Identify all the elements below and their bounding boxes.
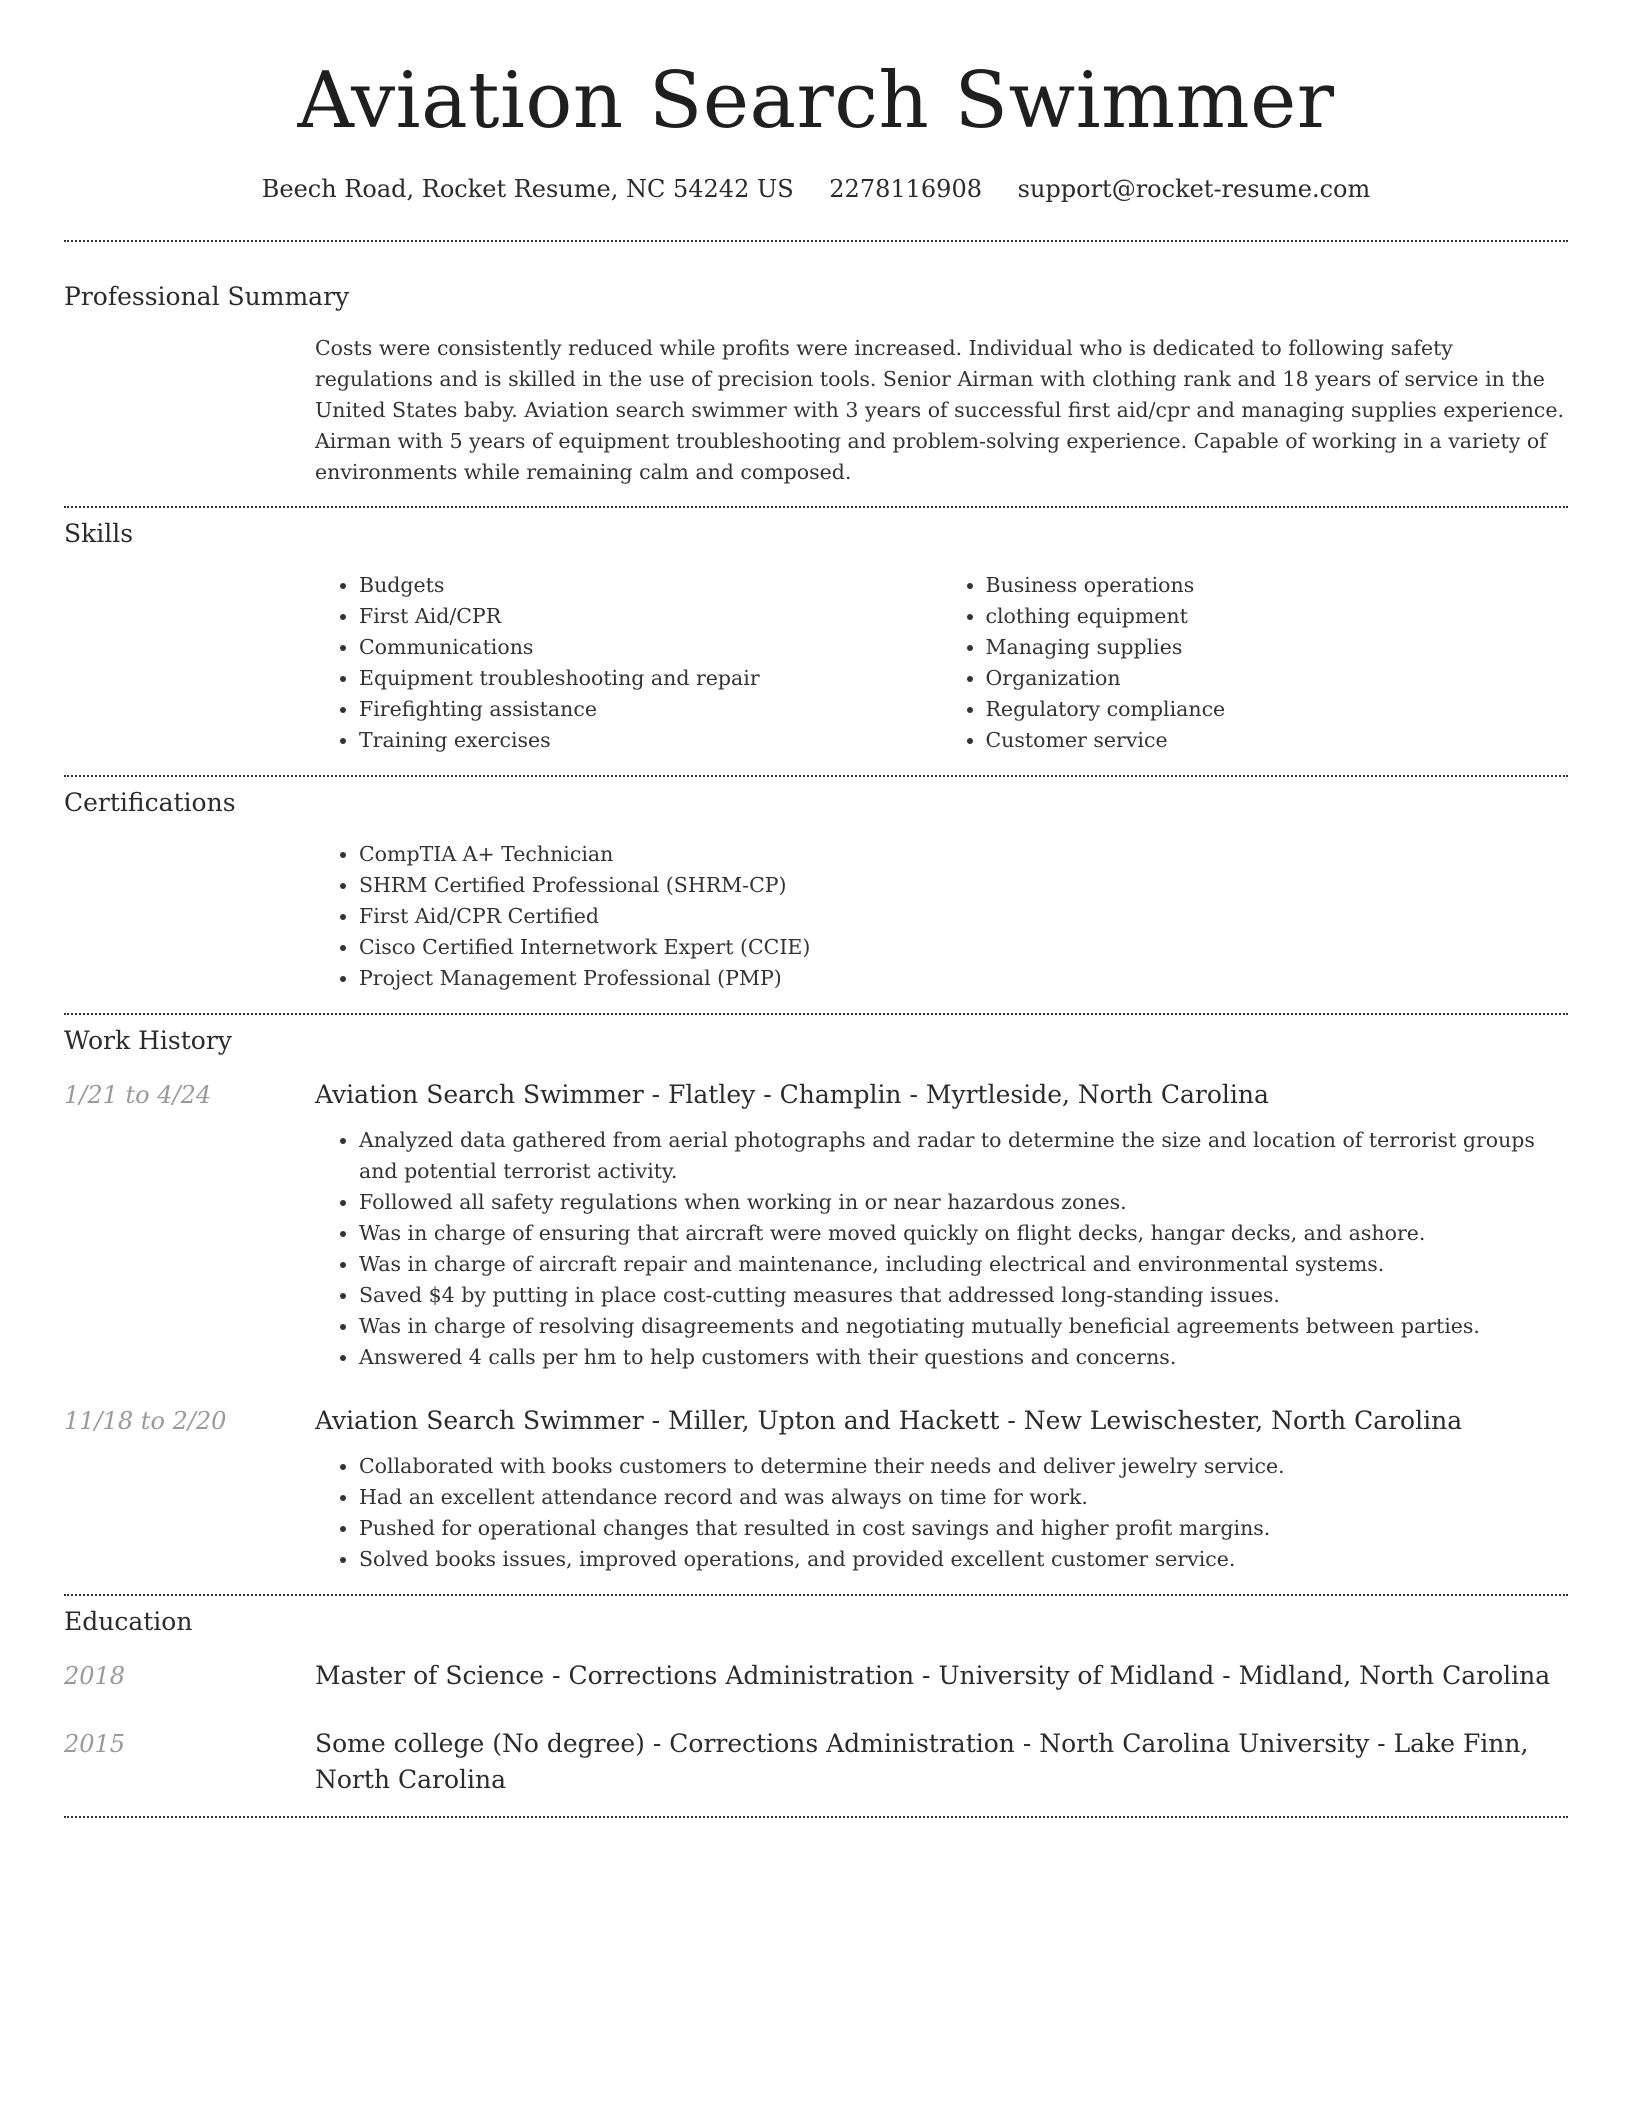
job-bullets [315,1451,1568,1575]
skill-item: • First Aid/CPR [359,601,942,632]
section-title-education: Education [64,1607,193,1636]
contact-line [64,172,1568,206]
contact-email: support@rocket-resume.com [1017,175,1371,203]
skill-item: • Equipment troubleshooting and repair [359,663,942,694]
certification-item: • CompTIA A+ Technician [359,839,1568,870]
section-title-certifications: Certifications [64,788,236,817]
job-dates: 11/18 to 2/20 [64,1407,227,1435]
skill-item: • Communications [359,632,942,663]
education-section [64,1596,1568,1798]
resume-page [64,0,1568,1818]
job-bullet: • Answered 4 calls per hm to help customers with their questions and concerns. [359,1342,1568,1373]
education-entry [64,1726,1568,1798]
job-bullet: • Solved books issues, improved operations, and provided excellent customer service. [359,1544,1568,1575]
contact-address: Beech Road, Rocket Resume, NC 54242 US [261,175,794,203]
skill-item: • Training exercises [359,725,942,756]
divider [64,1816,1568,1818]
education-heading: Master of Science - Corrections Administration - University of Midland - Midland, North Carolina [315,1661,1551,1690]
job-bullet: • Was in charge of resolving disagreements and negotiating mutually beneficial agreements between parties. [359,1311,1568,1342]
candidate-name: Aviation Search Swimmer [297,56,1335,146]
job-entry [64,1403,1568,1575]
job-entry [64,1077,1568,1373]
education-year: 2018 [64,1662,126,1690]
job-bullets [315,1125,1568,1373]
job-bullet: • Collaborated with books customers to determine their needs and deliver jewelry service. [359,1451,1568,1482]
certifications-section [64,777,1568,994]
job-dates: 1/21 to 4/24 [64,1081,212,1109]
job-bullet: • Was in charge of ensuring that aircraft were moved quickly on flight decks, hangar decks, and ashore. [359,1218,1568,1249]
job-bullet: • Followed all safety regulations when working in or near hazardous zones. [359,1187,1568,1218]
job-bullet: • Had an excellent attendance record and was always on time for work. [359,1482,1568,1513]
skill-item: • Budgets [359,570,942,601]
section-title-skills: Skills [64,519,134,548]
skills-section [64,508,1568,756]
skill-item: • Firefighting assistance [359,694,942,725]
certification-item: • Cisco Certified Internetwork Expert (CCIE) [359,932,1568,963]
skill-item: • Managing supplies [986,632,1569,663]
skills-list-right [942,570,1569,756]
skill-item: • Business operations [986,570,1569,601]
job-bullet: • Pushed for operational changes that resulted in cost savings and higher profit margins. [359,1513,1568,1544]
summary-section [64,242,1568,488]
skill-item: • Customer service [986,725,1569,756]
skills-list-left [315,570,942,756]
job-bullet: • Analyzed data gathered from aerial photographs and radar to determine the size and location of terrorist groups and potential terrorist activity. [359,1125,1568,1187]
section-title-work-history: Work History [64,1026,232,1055]
summary-text: Costs were consistently reduced while profits were increased. Individual who is dedicated to following safety regulations and is skilled in the use of precision tools. Senior Airman with clothing rank and 18 years of service in the United States baby. Aviation search swimmer with 3 years of successful first aid/cpr and managing supplies experience. Airman with 5 years of equipment troubleshooting and problem-solving experience. Capable of working in a variety of environments while remaining calm and composed. [315,336,1565,484]
certification-item: • First Aid/CPR Certified [359,901,1568,932]
job-heading: Aviation Search Swimmer - Miller, Upton and Hackett - New Lewischester, North Carolina [315,1406,1463,1435]
education-heading: Some college (No degree) - Corrections Administration - North Carolina University - Lake Finn, North Carolina [315,1729,1529,1794]
education-entry [64,1658,1568,1694]
certification-item: • SHRM Certified Professional (SHRM-CP) [359,870,1568,901]
skill-item: • Organization [986,663,1569,694]
work-history-section [64,1015,1568,1575]
contact-phone: 2278116908 [829,175,982,203]
certifications-list [315,839,1568,994]
education-year: 2015 [64,1730,126,1758]
job-heading: Aviation Search Swimmer - Flatley - Champlin - Myrtleside, North Carolina [315,1080,1269,1109]
skill-item: • clothing equipment [986,601,1569,632]
section-title-summary: Professional Summary [64,282,350,311]
job-bullet: • Was in charge of aircraft repair and maintenance, including electrical and environmental systems. [359,1249,1568,1280]
job-bullet: • Saved $4 by putting in place cost-cutting measures that addressed long-standing issues. [359,1280,1568,1311]
certification-item: • Project Management Professional (PMP) [359,963,1568,994]
skill-item: • Regulatory compliance [986,694,1569,725]
